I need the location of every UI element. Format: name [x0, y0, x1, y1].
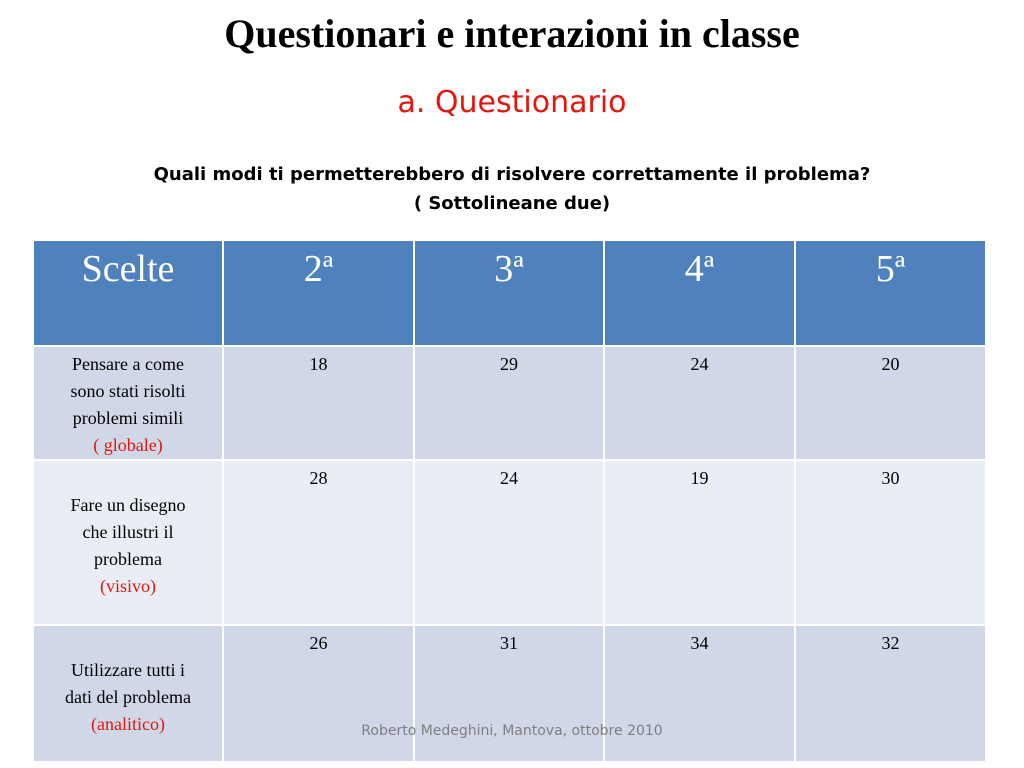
value-cell: 30: [795, 460, 986, 625]
value-cell: 24: [604, 346, 795, 460]
table-row: [33, 460, 986, 625]
results-table: [32, 239, 987, 763]
header-grade-4: 4ª: [604, 240, 795, 346]
value-cell: 34: [604, 625, 795, 762]
value-cell: 32: [795, 625, 986, 762]
value-cell: 29: [414, 346, 604, 460]
row-label-line: Fare un disegno: [70, 495, 186, 515]
question-text: [0, 160, 1024, 218]
header-scelte: Scelte: [33, 240, 223, 346]
value-cell: 19: [604, 460, 795, 625]
table-row: [33, 346, 986, 460]
header-grade-3: 3ª: [414, 240, 604, 346]
row-label-line: che illustri il: [82, 522, 174, 542]
slide-subtitle: a. Questionario: [397, 85, 627, 120]
row-label-line: Utilizzare tutti i: [71, 660, 185, 680]
row-label-line: Pensare a come: [72, 354, 184, 374]
value-cell: 28: [223, 460, 414, 625]
row-label-line: problema: [94, 549, 162, 569]
value-cell: 24: [414, 460, 604, 625]
header-grade-5: 5ª: [795, 240, 986, 346]
value-cell: 18: [223, 346, 414, 460]
row-label-line: dati del problema: [65, 687, 191, 707]
value-cell: 26: [223, 625, 414, 762]
row-category: (visivo): [100, 576, 156, 596]
question-line-1: Quali modi ti permetterebbero di risolvere correttamente il problema?: [153, 164, 871, 185]
header-grade-2: 2ª: [223, 240, 414, 346]
value-cell: 20: [795, 346, 986, 460]
value-cell: 31: [414, 625, 604, 762]
row-label-line: sono stati risolti: [70, 381, 186, 401]
row-label: [33, 346, 223, 460]
slide-footer: Roberto Medeghini, Mantova, ottobre 2010: [361, 723, 663, 739]
row-label-line: problemi simili: [72, 408, 184, 428]
header-row: [33, 240, 986, 346]
row-category: (analitico): [91, 714, 165, 734]
row-label: [33, 460, 223, 625]
question-line-2: ( Sottolineane due): [413, 193, 611, 214]
table-row: [33, 625, 986, 762]
row-label: [33, 625, 223, 762]
slide-title: Questionari e interazioni in classe: [224, 11, 800, 56]
row-category: ( globale): [93, 435, 163, 455]
